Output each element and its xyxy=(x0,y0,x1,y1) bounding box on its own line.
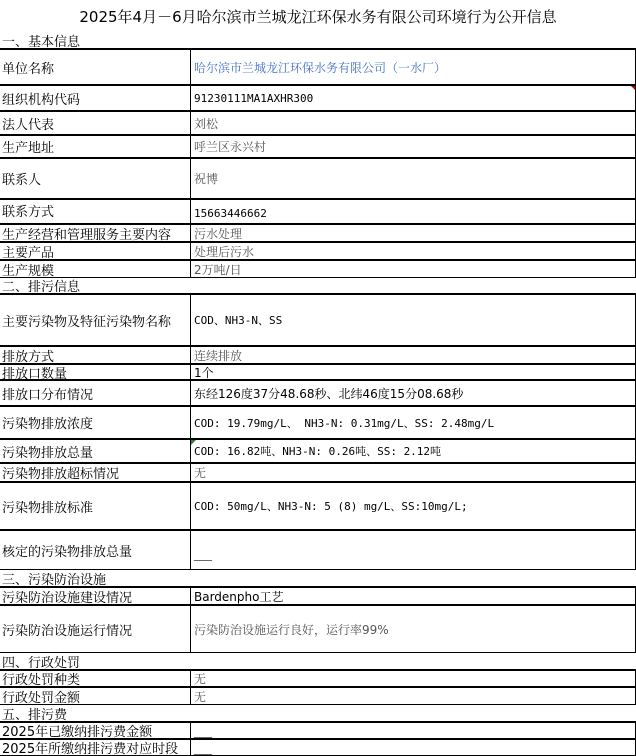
exceed-value[interactable]: 无 xyxy=(191,464,636,481)
page-title: 2025年4月－6月哈尔滨市兰城龙江环保水务有限公司环境行为公开信息 xyxy=(79,8,557,26)
phone-value[interactable]: 15663446662 xyxy=(191,200,636,223)
scale-value[interactable]: 2万吨/日 xyxy=(191,261,636,277)
discharge-mode-value[interactable]: 连续排放 xyxy=(191,347,636,363)
phone-label: 联系方式 xyxy=(0,200,191,223)
row-legal-rep xyxy=(0,111,636,135)
row-facility-run xyxy=(0,605,636,653)
row-fee-paid xyxy=(0,722,636,739)
section-basic-info xyxy=(0,34,636,49)
facility-run-label: 污染防治设施运行情况 xyxy=(0,606,191,652)
org-code-value[interactable]: 91230111MA1AXHR300 xyxy=(191,86,636,110)
row-outlet-count xyxy=(0,364,636,380)
row-facility-build xyxy=(0,587,636,605)
row-total xyxy=(0,439,636,463)
section-emission-info xyxy=(0,278,636,294)
row-standard xyxy=(0,482,636,530)
section-fee xyxy=(0,705,636,722)
legal-rep-value[interactable]: 刘松 xyxy=(191,112,636,134)
penalty-amount-label: 行政处罚金额 xyxy=(0,688,191,704)
business-value[interactable]: 污水处理 xyxy=(191,225,636,241)
business-label: 生产经营和管理服务主要内容 xyxy=(0,225,191,241)
facility-build-label: 污染防治设施建设情况 xyxy=(0,588,191,604)
discharge-mode-label: 排放方式 xyxy=(0,347,191,363)
concentration-label: 污染物排放浓度 xyxy=(0,407,191,438)
section-heading: 五、排污费 xyxy=(2,708,68,723)
approved-total-value[interactable]: ___ xyxy=(191,531,636,569)
row-contact xyxy=(0,158,636,199)
row-business xyxy=(0,224,636,242)
fee-paid-value[interactable]: ___ xyxy=(191,723,636,738)
section-heading: 四、行政处罚 xyxy=(2,656,81,671)
section-penalty xyxy=(0,653,636,670)
total-value-text: COD: 16.82吨、NH3-N: 0.26吨、SS: 2.12吨 xyxy=(194,445,442,458)
row-penalty-amount xyxy=(0,687,636,705)
section-heading: 三、污染防治设施 xyxy=(2,573,107,588)
fee-paid-label: 2025年已缴纳排污费金额 xyxy=(0,723,191,738)
contact-label: 联系人 xyxy=(0,159,191,198)
fee-period-label: 2025年所缴纳排污费对应时段 xyxy=(0,740,191,755)
total-label: 污染物排放总量 xyxy=(0,440,191,462)
concentration-value[interactable]: COD: 19.79mg/L、 NH3-N: 0.31mg/L、SS: 2.48mg/L xyxy=(191,407,636,438)
outlet-count-label: 排放口数量 xyxy=(0,365,191,379)
row-org-code xyxy=(0,85,636,111)
row-phone xyxy=(0,199,636,224)
row-discharge-mode xyxy=(0,346,636,364)
penalty-type-value[interactable]: 无 xyxy=(191,671,636,686)
section-heading: 二、排污信息 xyxy=(2,280,81,295)
row-unit-name xyxy=(0,49,636,85)
approved-total-label: 核定的污染物排放总量 xyxy=(0,531,191,569)
product-value[interactable]: 处理后污水 xyxy=(191,243,636,259)
row-address xyxy=(0,135,636,158)
penalty-type-label: 行政处罚种类 xyxy=(0,671,191,686)
row-outlet-location xyxy=(0,380,636,406)
outlet-location-label: 排放口分布情况 xyxy=(0,381,191,405)
fee-period-value[interactable]: ___ xyxy=(191,740,636,755)
row-pollutants xyxy=(0,294,636,346)
row-concentration xyxy=(0,406,636,439)
scale-label: 生产规模 xyxy=(0,261,191,277)
unit-name-label: 单位名称 xyxy=(0,50,191,84)
row-exceed xyxy=(0,463,636,482)
row-scale xyxy=(0,260,636,278)
section-facility xyxy=(0,570,636,587)
pollutants-label: 主要污染物及特征污染物名称 xyxy=(0,295,191,345)
standard-label: 污染物排放标准 xyxy=(0,483,191,529)
row-penalty-type xyxy=(0,670,636,687)
pollutants-value[interactable]: COD、NH3-N、SS xyxy=(191,295,636,345)
contact-value[interactable]: 祝博 xyxy=(191,159,636,198)
outlet-count-value[interactable]: 1个 xyxy=(191,365,636,379)
standard-value[interactable]: COD: 50mg/L、NH3-N: 5 (8) mg/L、SS:10mg/L; xyxy=(191,483,636,529)
address-value[interactable]: 呼兰区永兴村 xyxy=(191,136,636,157)
section-heading: 一、基本信息 xyxy=(2,35,81,50)
outlet-location-value[interactable]: 东经126度37分48.68秒、北纬46度15分08.68秒 xyxy=(191,381,636,405)
address-label: 生产地址 xyxy=(0,136,191,157)
facility-build-value[interactable]: Bardenpho工艺 xyxy=(191,588,636,604)
penalty-amount-value[interactable]: 无 xyxy=(191,688,636,704)
row-approved-total xyxy=(0,530,636,570)
facility-run-value[interactable]: 污染防治设施运行良好，运行率99% xyxy=(191,606,636,652)
product-label: 主要产品 xyxy=(0,243,191,259)
legal-rep-label: 法人代表 xyxy=(0,112,191,134)
row-fee-period xyxy=(0,739,636,756)
org-code-label: 组织机构代码 xyxy=(0,86,191,110)
row-product xyxy=(0,242,636,260)
total-value[interactable] xyxy=(191,440,636,462)
unit-name-value[interactable]: 哈尔滨市兰城龙江环保水务有限公司（一水厂） xyxy=(191,50,636,84)
exceed-label: 污染物排放超标情况 xyxy=(0,464,191,481)
cell-flag-icon xyxy=(191,440,196,445)
